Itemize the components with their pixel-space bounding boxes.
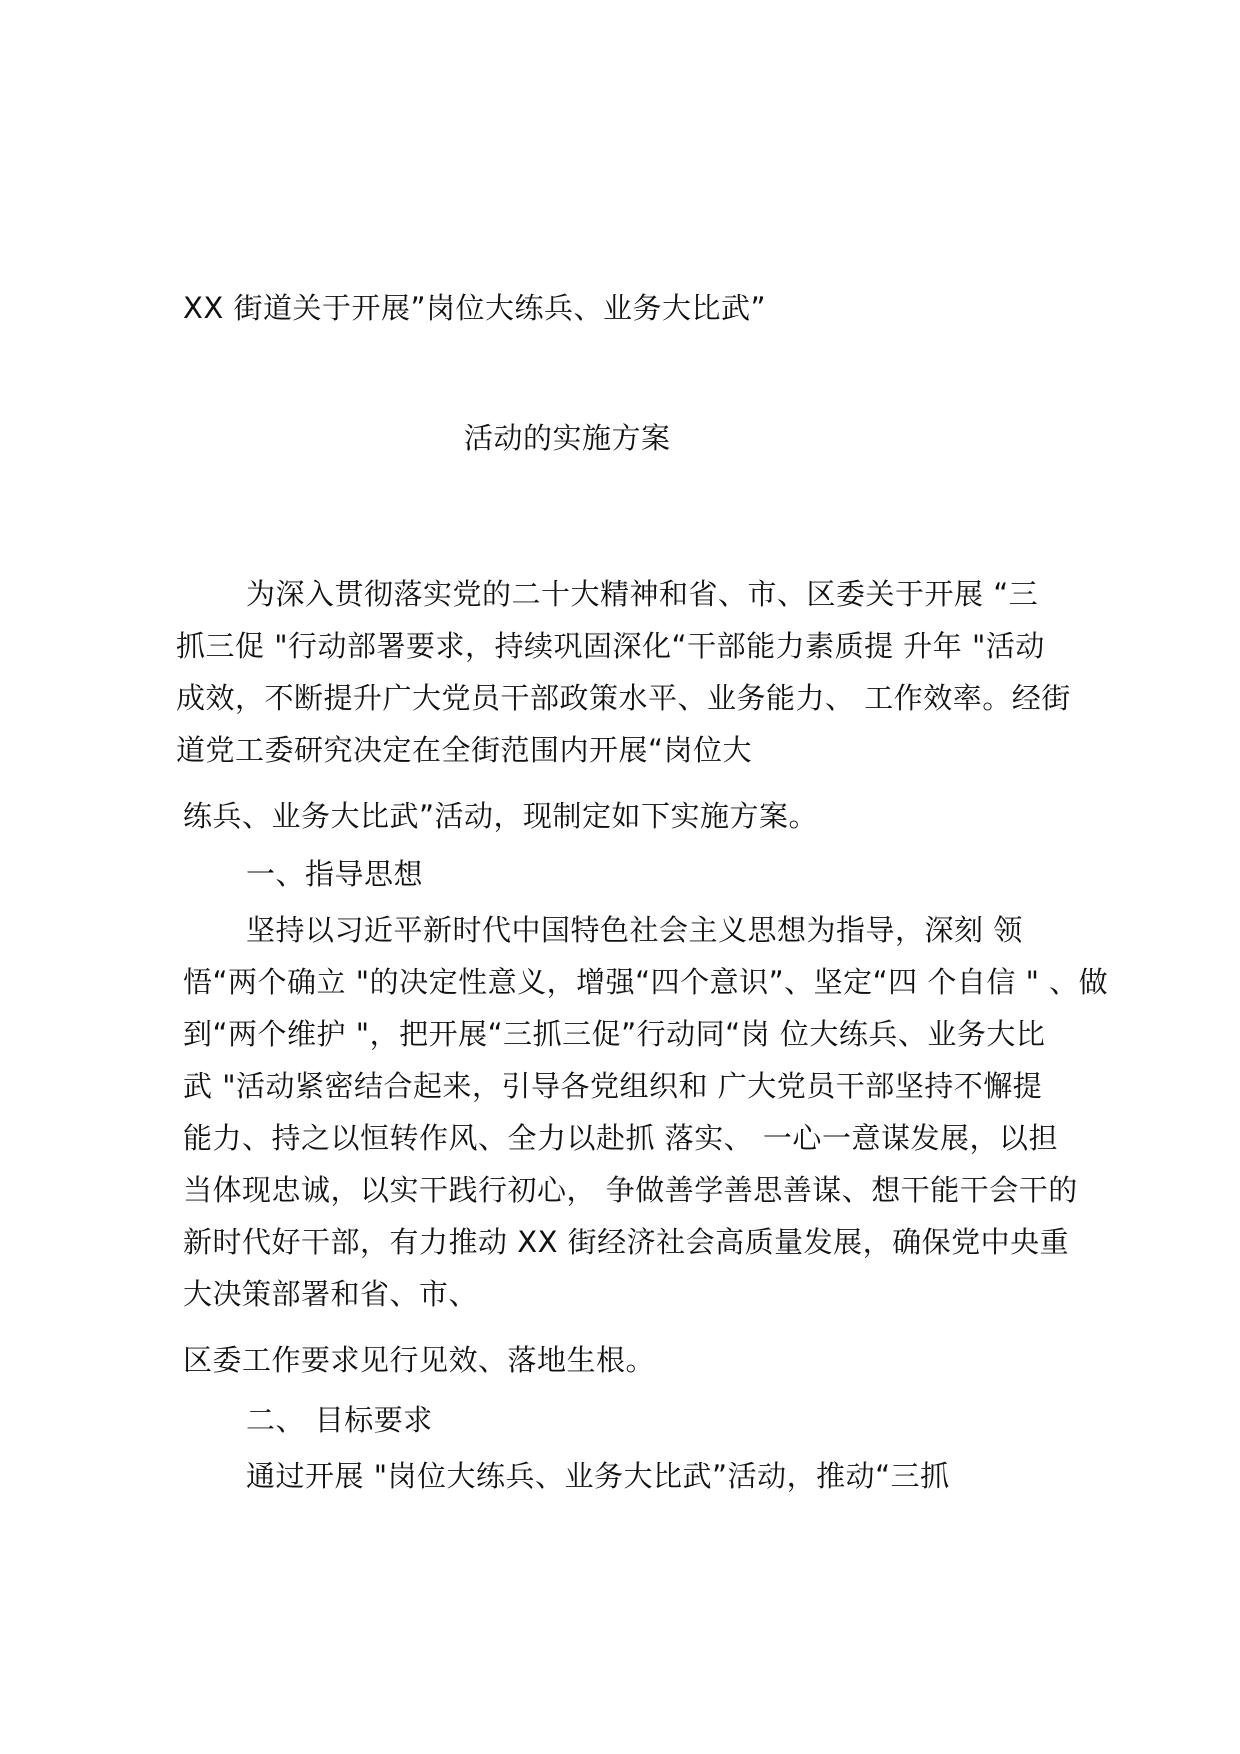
intro-line-2: 抓三促 "行动部署要求，持续巩固深化“干部能力素质提 升年 "活动 [176,629,1045,663]
section-1-line-7: 新时代好干部，有力推动 XX 街经济社会高质量发展，确保党中央重 [183,1225,1070,1259]
section-1-line-4: 武 "活动紧密结合起来，引导各党组织和 广大党员干部坚持不懈提 [183,1069,1043,1103]
section-1-line-9: 区委工作要求见行见效、落地生根。 [183,1343,656,1377]
intro-line-3: 成效，不断提升广大党员干部政策水平、业务能力、 工作效率。经街 [176,681,1071,715]
section-2-heading: 二、 目标要求 [246,1403,433,1437]
section-1-line-1: 坚持以习近平新时代中国特色社会主义思想为指导，深刻 领 [246,913,1023,947]
section-1-line-6: 当体现忠诚，以实干践行初心， 争做善学善思善谋、想干能干会干的 [183,1173,1078,1207]
intro-line-5: 练兵、业务大比武”活动，现制定如下实施方案。 [183,799,819,833]
section-1-heading: 一、指导思想 [246,857,424,891]
section-1-line-3: 到“两个维护 "，把开展“三抓三促”行动同“岗 位大练兵、业务大比 [183,1017,1046,1051]
document-title-line-2: 活动的实施方案 [464,421,671,455]
section-1-line-2: 悟“两个确立 "的决定性意义，增强“四个意识”、坚定“四 个自信 " 、做 [183,965,1109,999]
section-2-line-1: 通过开展 "岗位大练兵、业务大比武”活动，推动“三抓 [246,1459,950,1493]
section-1-line-8: 大决策部署和省、市、 [183,1277,479,1311]
section-1-line-5: 能力、持之以恒转作风、全力以赴抓 落实、 一心一意谋发展，以担 [183,1121,1058,1155]
intro-line-4: 道党工委研究决定在全街范围内开展“岗位大 [176,733,753,767]
document-title-line-1: XX 街道关于开展”岗位大练兵、业务大比武” [183,291,767,325]
intro-line-1: 为深入贯彻落实党的二十大精神和省、市、区委关于开展 “三 [246,577,1039,611]
